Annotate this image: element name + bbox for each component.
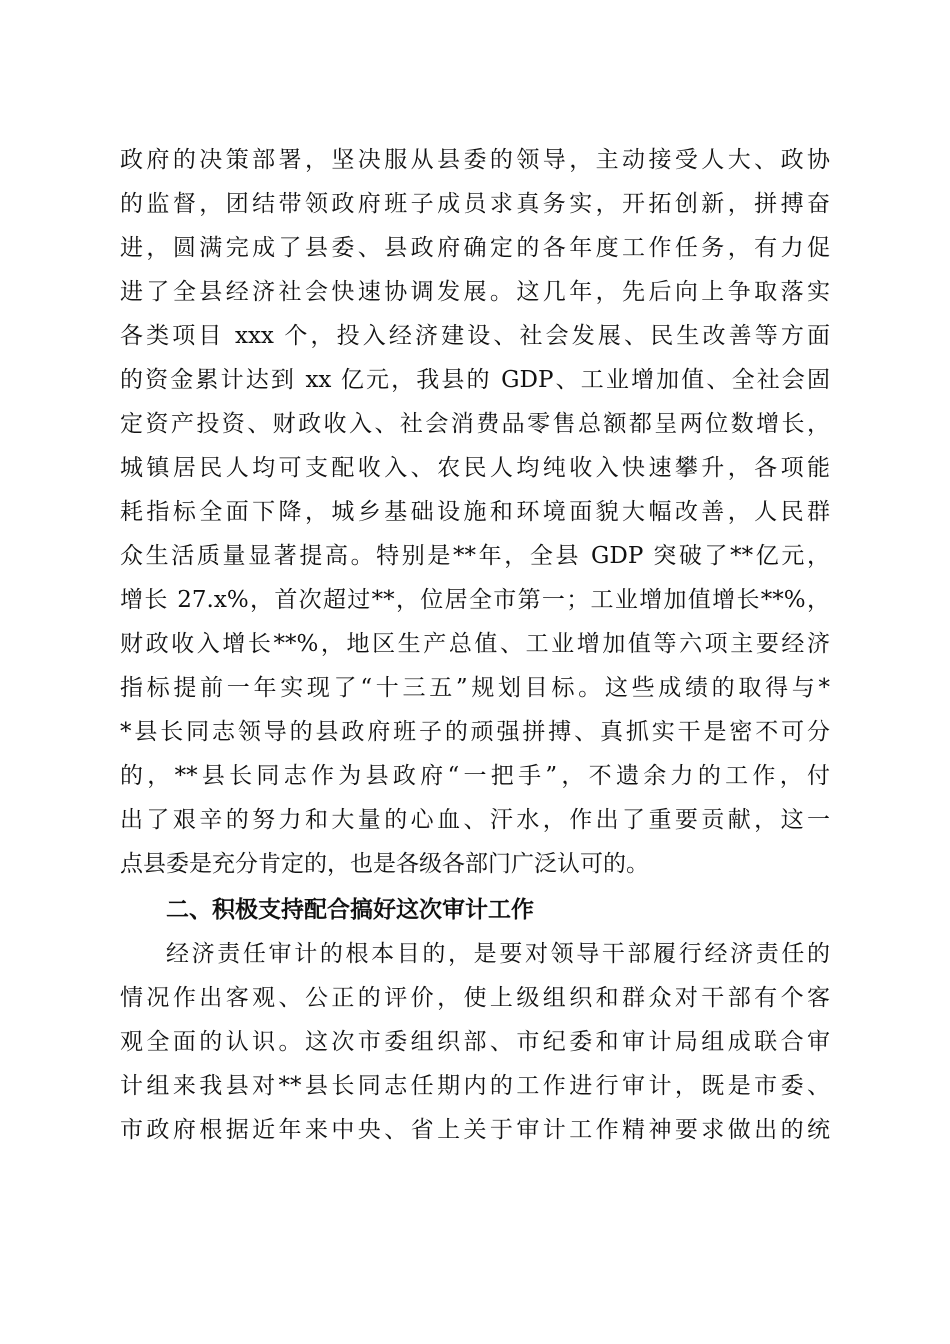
paragraph-line: 定资产投资、财政收入、社会消费品零售总额都呈两位数增长， bbox=[120, 411, 830, 437]
section-heading: 二、积极支持配合搞好这次审计工作 bbox=[166, 897, 534, 923]
paragraph-line: 政府的决策部署，坚决服从县委的领导，主动接受人大、政协 bbox=[120, 147, 830, 173]
paragraph-line: 经济责任审计的根本目的，是要对领导干部履行经济责任的 bbox=[166, 941, 830, 967]
paragraph-line: 进，圆满完成了县委、县政府确定的各年度工作任务，有力促 bbox=[120, 235, 830, 261]
paragraph-line: 的资金累计达到 xx 亿元，我县的 GDP、工业增加值、全社会固 bbox=[120, 367, 830, 393]
paragraph-line: 计组来我县对**县长同志任期内的工作进行审计，既是市委、 bbox=[120, 1073, 830, 1099]
paragraph-line: 进了全县经济社会快速协调发展。这几年，先后向上争取落实 bbox=[120, 279, 830, 305]
paragraph-line: 的，**县长同志作为县政府“一把手”，不遗余力的工作，付 bbox=[120, 763, 830, 789]
paragraph-line: *县长同志领导的县政府班子的顽强拼搏、真抓实干是密不可分 bbox=[120, 719, 830, 745]
paragraph-line: 点县委是充分肯定的，也是各级各部门广泛认可的。 bbox=[120, 851, 649, 877]
paragraph-line: 城镇居民人均可支配收入、农民人均纯收入快速攀升，各项能 bbox=[120, 455, 830, 481]
paragraph-line: 观全面的认识。这次市委组织部、市纪委和审计局组成联合审 bbox=[120, 1029, 830, 1055]
paragraph-line: 众生活质量显著提高。特别是**年，全县 GDP 突破了**亿元， bbox=[120, 543, 830, 569]
paragraph-line: 指标提前一年实现了“十三五”规划目标。这些成绩的取得与* bbox=[120, 675, 830, 701]
paragraph-line: 市政府根据近年来中央、省上关于审计工作精神要求做出的统 bbox=[120, 1117, 830, 1143]
paragraph-line: 增长 27.x%，首次超过**，位居全市第一；工业增加值增长**%， bbox=[120, 587, 830, 613]
paragraph-line: 耗指标全面下降，城乡基础设施和环境面貌大幅改善，人民群 bbox=[120, 499, 830, 525]
paragraph-line: 的监督，团结带领政府班子成员求真务实，开拓创新，拼搏奋 bbox=[120, 191, 830, 217]
paragraph-line: 各类项目 xxx 个，投入经济建设、社会发展、民生改善等方面 bbox=[120, 323, 830, 349]
paragraph-line: 情况作出客观、公正的评价，使上级组织和群众对干部有个客 bbox=[120, 985, 830, 1011]
paragraph-line: 出了艰辛的努力和大量的心血、汗水，作出了重要贡献，这一 bbox=[120, 807, 830, 833]
paragraph-line: 财政收入增长**%，地区生产总值、工业增加值等六项主要经济 bbox=[120, 631, 830, 657]
